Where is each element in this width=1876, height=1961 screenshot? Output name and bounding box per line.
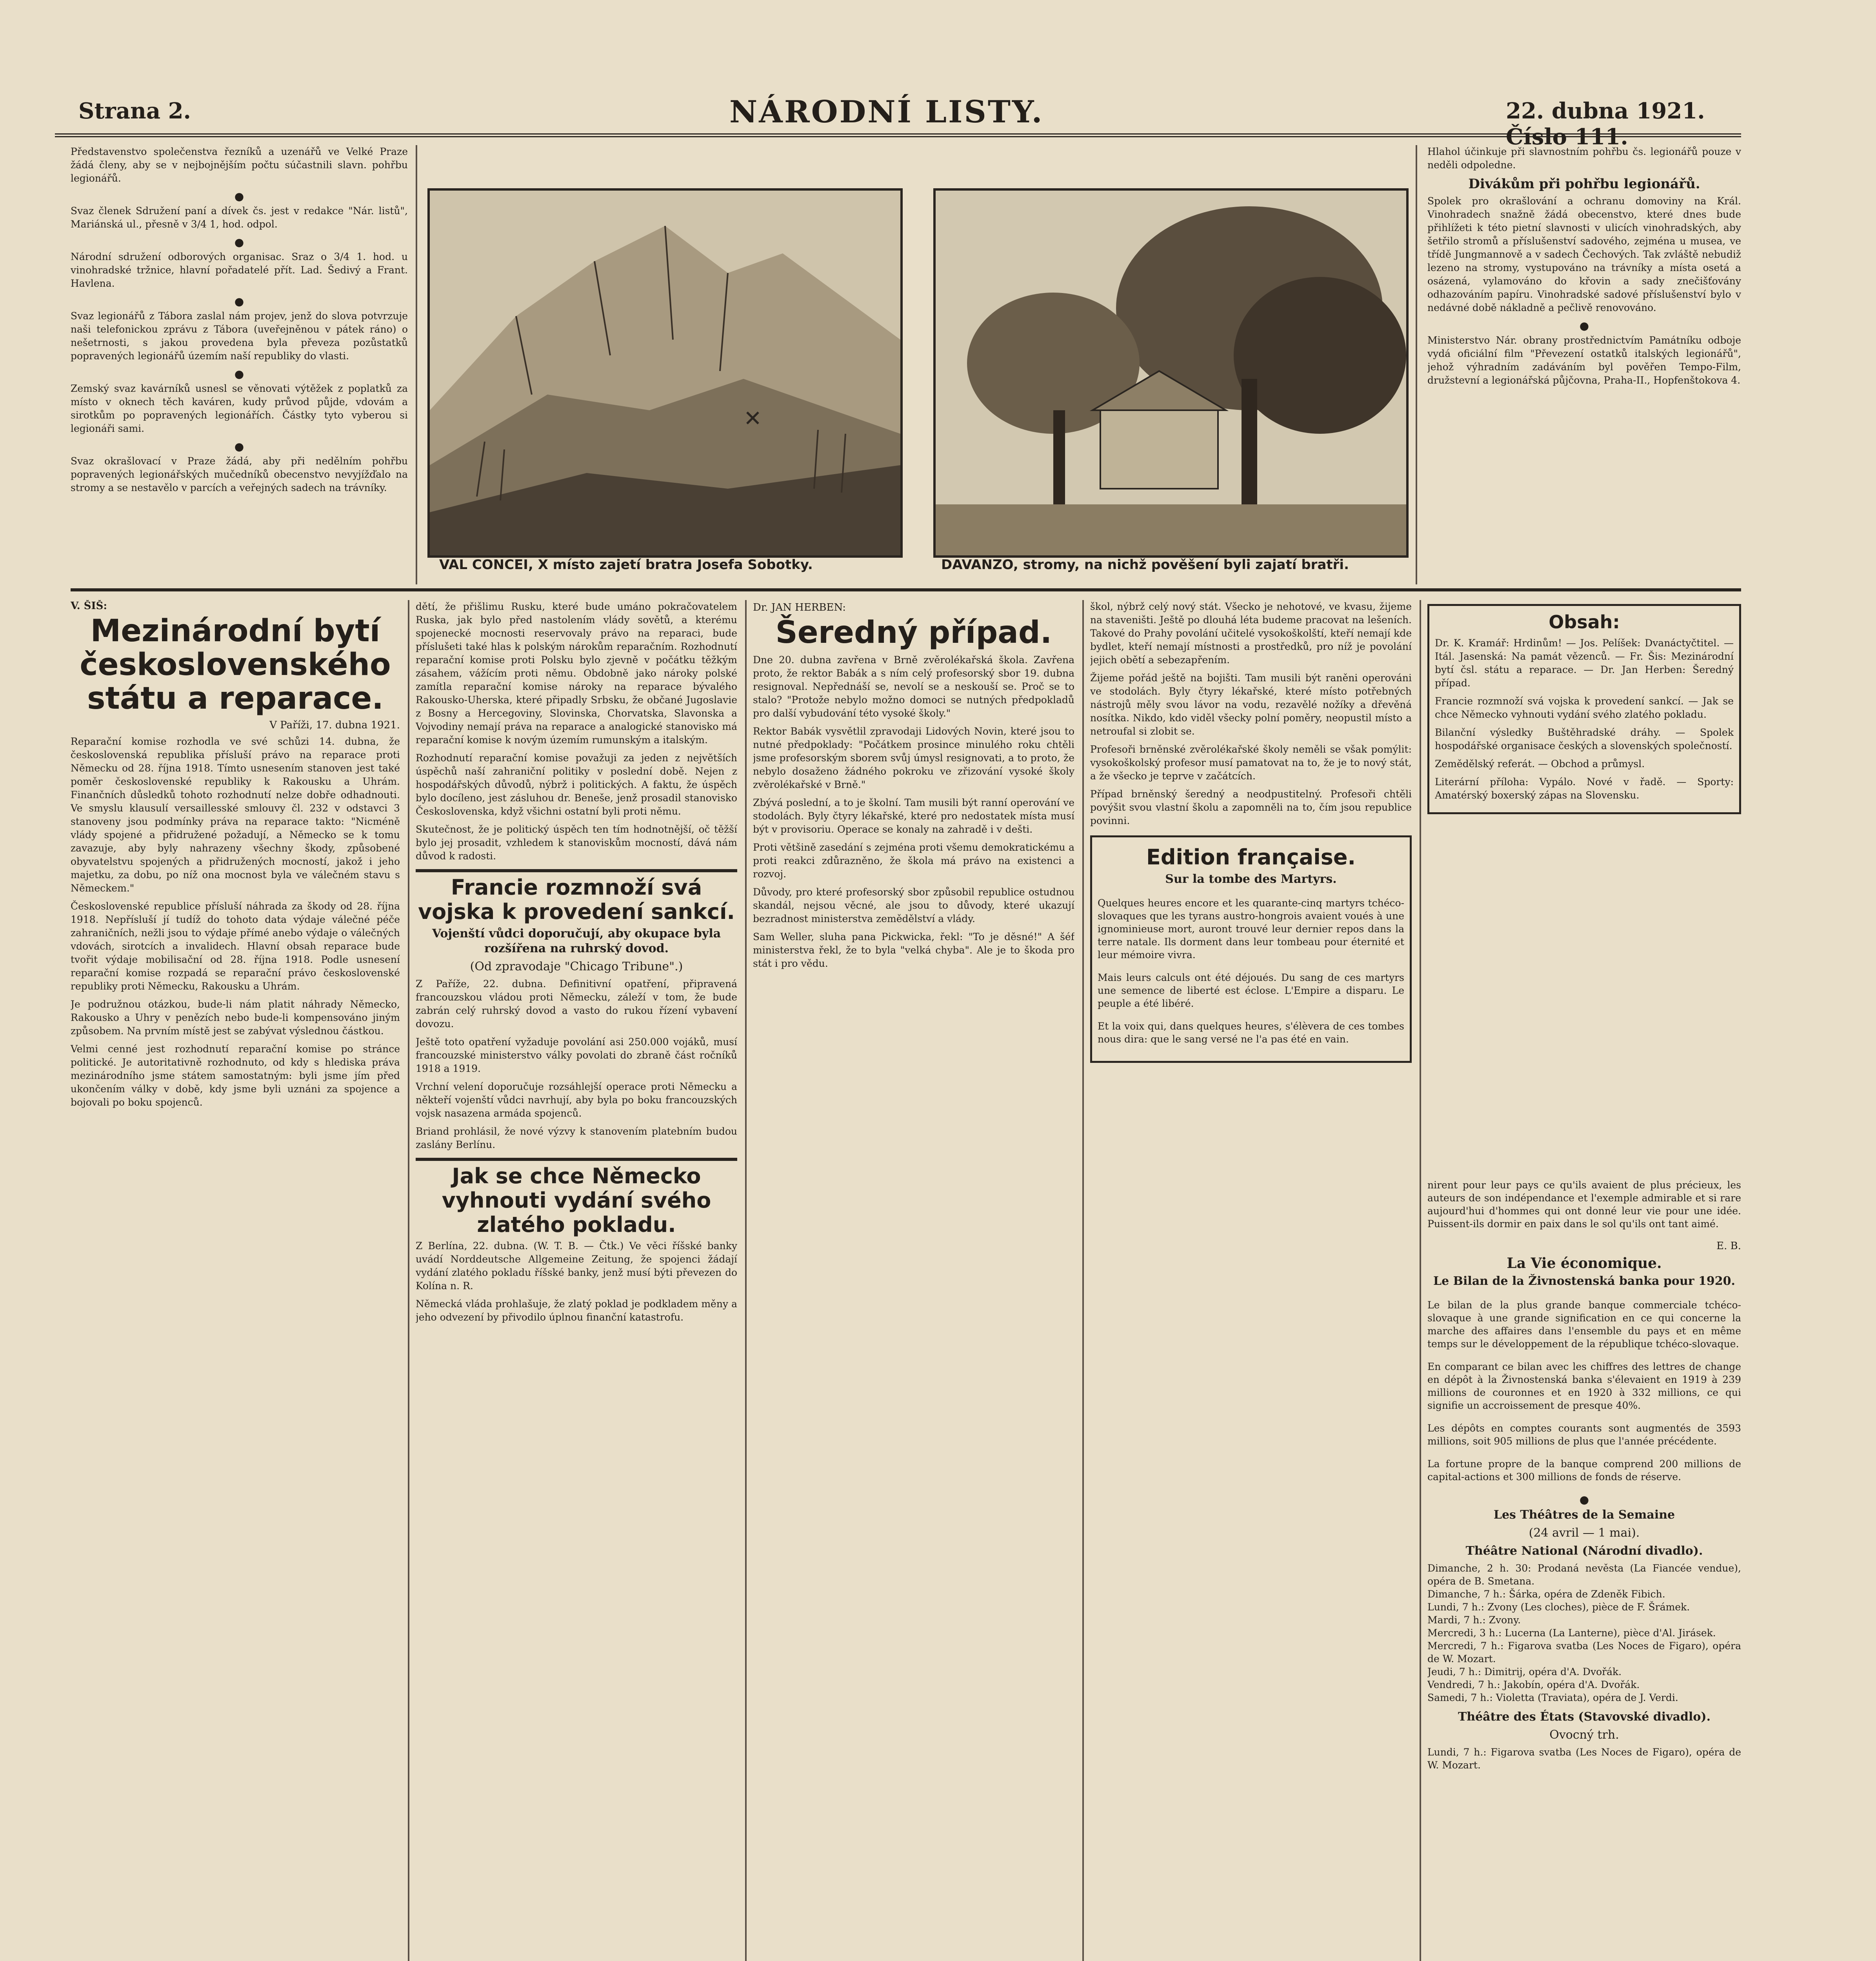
paragraph: Mais leurs calculs ont été déjoués. Du sang de ces martyrs une semence de liberté est éclose. L'Empire a disparu. Le peuple a été libéré. (1098, 972, 1404, 1009)
venue-subtitle: Ovocný trh. (1549, 1728, 1619, 1742)
notice: Národní sdružení odborových organisac. Sraz o 3/4 1. hod. u vinohradské tržnice, hlavní pořadatelé přít. Lad. Šedivý a Frant. Havlena. (71, 251, 408, 289)
paragraph: Briand prohlásil, že nové výzvy k stanovením platebním budou zaslány Berlínu. (416, 1126, 737, 1150)
paragraph: Německá vláda prohlašuje, že zlatý poklad je podkladem měny a jeho odvezení by přivodilo úplnou finanční katastrofu. (416, 1298, 737, 1323)
contents-title: Obsah: (1549, 611, 1620, 633)
separator-icon: ● (1579, 319, 1589, 332)
paragraph: Dne 20. dubna zavřena v Brně zvěrolékařská škola. Zavřena proto, že rektor Babák a s ním celý profesorský sbor 19. dubna resignoval. Nepřednáší se, nevolí se a neskouší se. Proč se to stalo? "Protože nebylo možno domoci se nutných předpokladů pro další vybudování této vysoké školy." (753, 654, 1074, 719)
separator-icon: ● (234, 190, 244, 203)
article-column-4 (1090, 600, 1412, 1961)
paragraph: Žijeme pořád ještě na bojišti. Tam musili být raněni operováni ve stodolách. Byly čtyry lékařské, které místo potřebných nástrojů měly svou lávor na vodu, rezavělé nožíky a dřevěná nosítka. Nikdo, kdo viděl všecky polní poměry, neopustil místo a netroufal si zlobit se. (1090, 672, 1412, 737)
paragraph: Vrchní velení doporučuje rozsáhlejší operace proti Německu a někteří vojenští vůdci navrhují, aby byla po boku francouzských vojsk nasazena armáda spojenců. (416, 1081, 737, 1119)
article-headline: Mezinárodní bytí československého státu a reparace. (80, 613, 391, 716)
article-title: Divákům při pohřbu legionářů. (1468, 176, 1700, 192)
paragraph: Le bilan de la plus grande banque commerciale tchéco-slovaque à une grande signification en ce qui concerne la marche des affaires dans l'ensemble du pays et en même temps sur le développement de la république tchéco-slovaque. (1427, 1299, 1741, 1350)
notice: Svaz členek Sdružení paní a dívek čs. jest v redakce "Nár. listů", Mariánská ul., přesně v 3/4 1, hod. odpol. (71, 205, 408, 230)
notices-column (71, 145, 408, 592)
section-title: La Vie économique. (1507, 1255, 1662, 1272)
paragraph: dětí, že přišlimu Rusku, které bude umáno pokračovatelem Ruska, jak bylo před nastolením vlády sovětů, a kterému spojenecké mocnosti reservovaly právo na reparaci, bude příslušeti také hlas k polským nárokům reparačním. Rozhodnutí reparační komise proti Polsku bylo zjevně v počátku těžkým zásahem, vážícím proti němu. Obdobně jako nároky polské zamítla reparační komise nároky na reparace bývalého Rakousko-Uherska, které připadly Srbsku, že občané Jugoslavie z Bosny a Hercegoviny, Slovinska, Chorvatska, Slavonska a Vojvodiny nemají práva na reparace a analogické stanovisko má reparační komise k novým územím rumunským a italským. (416, 601, 737, 746)
section-rule (71, 588, 1741, 591)
paragraph: Zbývá poslední, a to je školní. Tam musili být ranní operování ve stodolách. Byly čtyry lékařské, které pro nedostatek místa musí být v provisoriu. Operace se konaly na zahradě i v dešti. (753, 797, 1074, 835)
listing: Vendredi, 7 h.: Jakobín, opéra d'A. Dvořák. (1427, 1679, 1640, 1690)
article-author: Dr. JAN HERBEN: (753, 602, 846, 613)
separator-icon: ● (234, 236, 244, 249)
article-column-3 (753, 600, 1074, 1961)
listing: Lundi, 7 h.: Figarova svatba (Les Noces de Figaro), opéra de W. Mozart. (1427, 1746, 1741, 1771)
paragraph: En comparant ce bilan avec les chiffres des lettres de change en dépôt à la Živnostenská banka s'élevaient en 1919 à 239 millions de couronnes et en 1920 à 332 millions, ce qui signifie un accroissement de presque 40%. (1427, 1361, 1741, 1411)
contents-item: Literární příloha: Vypálo. Nové v řadě. — Sporty: Amatérský boxerský zápas na Slovensku. (1435, 776, 1734, 801)
article-column-1 (71, 600, 400, 1961)
separator-icon: ● (234, 367, 244, 380)
listing: Dimanche, 7 h.: Šárka, opéra de Zdeněk Fibich. (1427, 1588, 1665, 1600)
paragraph: Reparační komise rozhodla ve své schůzi 14. dubna, že československá republika přísluší právo na reparace proti Německu od 28. října 1918. Tímto usnesením stanoven jest také poměr československé republiky k Rakousku a Uhrám. Finančních důsledků tohoto rozhodnutí nelze dobře odhadnouti. Ve smyslu klausulí versaillesské smlouvy čl. 232 v odstavci 3 stanoveny jsou podmínky práva na reparace takto: "Nicméně vlády spojené a přidružené požadují, a Německo se k tomu zavazuje, aby byly nahrazeny všechny škody, způsobené obyvatelstvu spojených a přidružených mocností, jakož i jeho majetku, za dobu, po níž ona mocnost byla ve válečném stavu s Německem." (71, 736, 400, 894)
article-headline: Šeredný případ. (775, 615, 1052, 650)
box-headline: Jak se chce Německo vyhnouti vydání svého zlatého pokladu. (442, 1164, 711, 1237)
box-headline: Francie rozmnoží svá vojska k provedení sankcí. (418, 875, 735, 924)
notice: Hlahol účinkuje při slavnostním pohřbu čs. legionářů pouze v neděli odpoledne. (1427, 146, 1741, 171)
listing: Mercredi, 3 h.: Lucerna (La Lanterne), pièce d'Al. Jirásek. (1427, 1627, 1716, 1639)
paragraph: La fortune propre de la banque comprend 200 millions de capital-actions et 300 millions de fonds de réserve. (1427, 1458, 1741, 1483)
paragraph: Z Paříže, 22. dubna. Definitivní opatření, připravená francouzskou vládou proti Německu, záleží v tom, že bude zabrán celý ruhrský dovod a vasto do rukou řízení vybavení dovozu. (416, 978, 737, 1030)
section-subtitle: Le Bilan de la Živnostenská banka pour 1920. (1433, 1274, 1735, 1288)
contents-item: Dr. K. Kramář: Hrdinům! — Jos. Pelíšek: Dvanáctyčtitel. — Itál. Jasenská: Na památ vězenců. — Fr. Šis: Mezinárodní bytí čsl. státu a reparace. — Dr. Jan Herben: Šeredný případ. (1435, 637, 1734, 689)
notice: Svaz okrašlovací v Praze žádá, aby při nedělním pohřbu popravených legionářských mučedníků obecenstvo nevyjížďalo na stromy a se nestavělo v parcích a veřejných sadech na trávníky. (71, 455, 408, 493)
section-title: Les Théâtres de la Semaine (1493, 1508, 1675, 1522)
paragraph: Je podružnou otázkou, bude-li nám platit náhrady Německo, Rakousko a Uhry v penězích nebo bude-li kompensováno jiným způsobem. Na prvním místě jest se zabývat výslednou částkou. (71, 999, 400, 1037)
separator-icon: ● (234, 440, 244, 453)
top-right-column (1427, 145, 1741, 588)
paragraph: Rozhodnutí reparační komise považuji za jeden z největších úspěchů naší zahraniční politiky v poslední době. Nejen z hospodářských důvodů, nýbrž i politických. A faktu, že úspěch bylo docíleno, jest zásluhou dr. Beneše, jenž prosadil stanovisko Československa, když všichni ostatní byli proti němu. (416, 752, 737, 817)
issue-date: 22. dubna 1921. Číslo 111. (1506, 98, 1705, 150)
column-rule (1420, 600, 1421, 1961)
masthead (55, 90, 1741, 150)
trees-illustration (933, 188, 1409, 558)
paragraph: Rektor Babák vysvětlil zpravodaji Lidových Novin, které jsou to nutné předpoklady: "Počátkem prosince minulého roku chtěli jsme profesorským sborem svůj úmysl resignovati, a to proto, že nebylo dosaženo žádného pokroku ve zřizování vysoké školy zvěrolékařské v Brně." (753, 726, 1074, 790)
article-column-2 (416, 600, 737, 1961)
notice: Ministerstvo Nár. obrany prostřednictvím Památníku odboje vydá oficiální film "Převezení ostatků italských legionářů", jehož výhradním zadáváním byl pověřen Tempo-Film, družstevní a legionářská půjčovna, Praha-II., Hopfenštokova 4. (1427, 335, 1741, 386)
paragraph: Les dépôts en comptes courants sont augmentés de 3593 millions, soit 905 millions de plus que l'année précédente. (1427, 1423, 1741, 1447)
column-rule (1416, 145, 1417, 584)
box-source: (Od zpravodaje "Chicago Tribune".) (470, 960, 683, 973)
mountain-sketch-icon (430, 191, 900, 555)
listing: Lundi, 7 h.: Zvony (Les cloches), pièce de F. Šrámek. (1427, 1601, 1690, 1613)
edition-francaise-box (1090, 835, 1412, 1063)
newspaper-title: NÁRODNÍ LISTY. (729, 94, 1044, 130)
paragraph: Proti většině zasedání s zejména proti všemu demokratickému a proti reakci zdůrazněno, že škola má právo na existenci a rozvoj. (753, 842, 1074, 880)
author-mark: V. ŠIŠ: (71, 600, 107, 612)
listing: Jeudi, 7 h.: Dimitrij, opéra d'A. Dvořák. (1427, 1666, 1622, 1677)
box-subheadline: Sur la tombe des Martyrs. (1165, 872, 1337, 886)
paragraph: Důvody, pro které profesorský sbor způsobil republice ostudnou skandál, nejsou věcné, ale jsou to důvody, které ukazují bezradnost ministerstva zemědělství a vlády. (753, 886, 1074, 924)
paragraph: Quelques heures encore et les quarante-cinq martyrs tchéco-slovaques que les tyrans austro-hongrois avaient voués à une ignominieuse mort, auront trouvé leur dernier repos dans la terre natale. Ils dorment dans leur tombeau pour éternité et leur mémoire vivra. (1098, 897, 1404, 960)
trees-sketch-icon (936, 191, 1406, 555)
column-rule (745, 600, 747, 1961)
paragraph: Ještě toto opatření vyžaduje povolání asi 250.000 vojáků, musí francouzské ministerstvo války povolati do zbraně část ročníků 1918 a 1919. (416, 1036, 737, 1074)
dateline: V Paříži, 17. dubna 1921. (269, 719, 400, 731)
listing: Mardi, 7 h.: Zvony. (1427, 1614, 1521, 1626)
page-number: Strana 2. (78, 98, 191, 124)
contents-item: Bilanční výsledky Buštěhradské dráhy. — Spolek hospodářské organisace českých a slovenských společností. (1435, 727, 1734, 751)
box-subheadline: Vojenští vůdci doporučují, aby okupace byla rozšířena na ruhrský dovod. (432, 927, 721, 955)
listing: Mercredi, 7 h.: Figarova svatba (Les Noces de Figaro), opéra de W. Mozart. (1427, 1640, 1741, 1664)
column-rule (408, 600, 409, 1961)
paragraph: Sam Weller, sluha pana Pickwicka, řekl: "To je děsné!" A šéf ministerstva řekl, že to byla "velká chyba". Ale je to škoda pro stát i pro vědu. (753, 931, 1074, 969)
article-column-5 (1427, 1169, 1741, 1961)
column-rule (1082, 600, 1084, 1961)
venue-title: Théâtre des États (Stavovské divadlo). (1458, 1710, 1711, 1724)
box-headline: Edition française. (1146, 845, 1356, 870)
signature: E. B. (1716, 1240, 1741, 1252)
listing: Samedi, 7 h.: Violetta (Traviata), opéra de J. Verdi. (1427, 1692, 1678, 1703)
venue-title: Théâtre National (Národní divadlo). (1465, 1544, 1703, 1558)
notice: Představenstvo společenstva řezníků a uzenářů ve Velké Praze žádá členy, aby se v nejbojnějším počtu súčastnili slavn. pohřbu legionářů. (71, 146, 408, 184)
contents-item: Francie rozmnoží svá vojska k provedení sankcí. — Jak se chce Německo vyhnouti vydání svého zlatého pokladu. (1435, 695, 1734, 720)
article-body: Spolek pro okrašlování a ochranu domoviny na Král. Vinohradech snažně žádá obecenstvo, které dnes bude přihlížeti k této pietní slavnosti v ulicích vinohradských, aby šetřilo stromů a příslušenství sadového, zejména u musea, ve třídě Jungmannově a v sadech Čechových. Tak zvláště nebudiž lezeno na stromy, vystupováno na trávníky a místa osetá a osázená, vylamováno do křovin a sady znečišťovány odhazováním papíru. Vinohradské sadové příslušenství bylo v nedávné době nákladně a pečlivě renovováno. (1427, 195, 1741, 313)
paragraph: Velmi cenné jest rozhodnutí reparační komise po stránce politické. Je autoritativně rozhodnuto, od kdy s hlediska práva mezinárodního jsme státem samostatným: byli jsme jím před ukončením války v době, kdy jsme byli uznáni za spojence a bojovali po boku spojenců. (71, 1043, 400, 1108)
section-subtitle: (24 avril — 1 mai). (1529, 1526, 1640, 1540)
separator-icon: ● (1579, 1493, 1589, 1506)
picture-caption: VAL CONCEI, X místo zajetí bratra Josefa Sobotky. (439, 557, 813, 573)
notice: Svaz legionářů z Tábora zaslal nám projev, jenž do slova potvrzuje naši telefonickou zprávu z Tábora (uveřejněnou v pátek ráno) o nešetrnosti, s jakou provedena byla převeza pozůstatků popravených legionářů územím naší republiky do vlasti. (71, 310, 408, 362)
paragraph: Případ brněnský šeredný a neodpustitelný. Profesoři chtěli povýšit svou vlastní školu a zapomněli na to, čím jsou republice povinni. (1090, 788, 1412, 826)
contents-item: Zemědělský referát. — Obchod a průmysl. (1435, 758, 1645, 769)
column-rule (416, 145, 417, 584)
paragraph: Skutečnost, že je politický úspěch ten tím hodnotnější, oč těžší bylo jej prosadit, vzhledem k stanoviskům mocností, dává nám důvod k radosti. (416, 824, 737, 862)
paragraph: nirent pour leur pays ce qu'ils avaient de plus précieux, les auteurs de son indépendance et l'exemple admirable et si rare aujourd'hui d'hommes qui ont donné leur vie pour une idée. Puissent-ils dormir en paix dans le sol qu'ils ont tant aimé. (1427, 1179, 1741, 1230)
paragraph: Z Berlína, 22. dubna. (W. T. B. — Čtk.) Ve věci říšské banky uvádí Norddeutsche Allgemeine Zeitung, že spojenci žádají vydání zlatého pokladu říšské banky, jenž musí býti převezen do Kolína n. R. (416, 1240, 737, 1292)
paragraph: Et la voix qui, dans quelques heures, s'élèvera de ces tombes nous dira: que le sang versé ne l'a pas été en vain. (1098, 1021, 1404, 1045)
paragraph: Profesoři brněnské zvěrolékařské školy neměli se však pomýlit: vysokoškolský profesor musí pamatovat na to, že je to nový stát, a že všecko je teprve v začátcích. (1090, 744, 1412, 782)
paragraph: škol, nýbrž celý nový stát. Všecko je nehotové, ve kvasu, žijeme na staveništi. Ještě po dlouhá léta budeme pracovat na lešeních. Takové do Prahy povolání učitelé vysokoškolští, kteří nemají kde bydlet, kteří nemají místnosti a prostředků, pro níž je povolání jejich obětí a sebezapřením. (1090, 601, 1412, 666)
svg-text:✕: ✕ (743, 406, 762, 431)
contents-box (1427, 604, 1741, 814)
separator-icon: ● (234, 295, 244, 308)
notice: Zemský svaz kavárníků usnesl se věnovati výtěžek z poplatků za místo v oknech těch kaváren, kudy průvod půjde, vdovám a sirotkům po popravených legionářích. Částky tyto vyberou si legionáři sami. (71, 383, 408, 434)
landscape-illustration (427, 188, 903, 558)
paragraph: Československé republice přísluší náhrada za škody od 28. října 1918. Nepřísluší jí tudíž do tohoto data výdaje válečné péče zahraničních, nežli jsou to výdaje přímé anebo výdaje o válečných vdovách, sirotcích a invalidech. Hlavní obsah reparace bude tvořit výdaje mobilisační od 28. října 1918. Podle usnesení reparační komise rozpadá se reparační právo československé republiky proti Německu, Rakousku a Uhrám. (71, 900, 400, 992)
picture-caption: DAVANZO, stromy, na nichž pověšení byli zajatí bratři. (941, 557, 1349, 573)
listing: Dimanche, 2 h. 30: Prodaná nevěsta (La Fiancée vendue), opéra de B. Smetana. (1427, 1563, 1741, 1587)
